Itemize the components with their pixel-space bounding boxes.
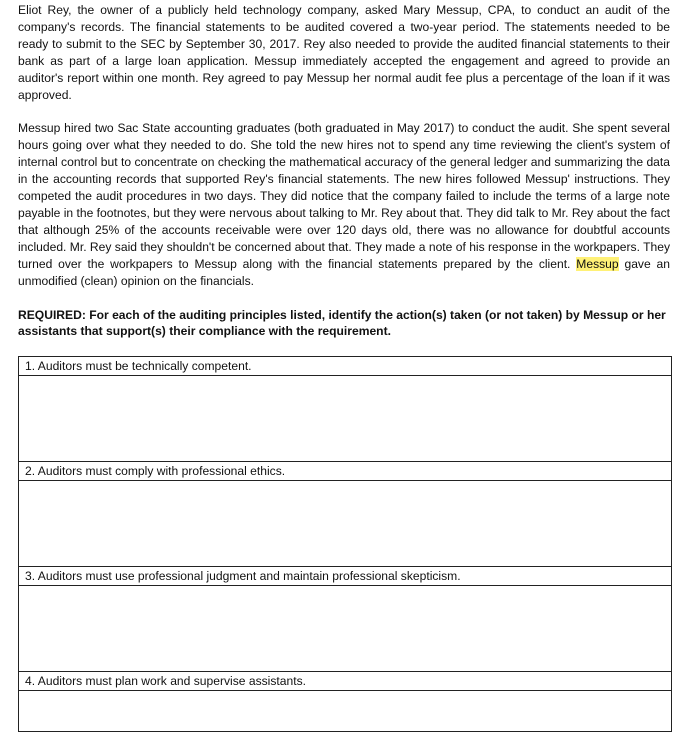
required-instructions: REQUIRED: For each of the auditing principles listed, identify the action(s) taken (or not taken) by Messup or her assistants that support(s) their compliance with the requirement. [18, 307, 666, 339]
principle-2-answer-cell[interactable] [19, 481, 671, 567]
principle-4-label: 4. Auditors must plan work and supervise assistants. [19, 672, 671, 691]
principle-3-answer-cell[interactable] [19, 586, 671, 672]
principle-2-label: 2. Auditors must comply with professional ethics. [19, 462, 671, 481]
case-paragraph-1: Eliot Rey, the owner of a publicly held technology company, asked Mary Messup, CPA, to conduct an audit of the company's records. The financial statements to be audited covered a two-year period. The statements needed to be ready to submit to the SEC by September 30, 2017. Rey also needed to provide the audited financial statements to their bank as part of a large loan application. Messup immediately accepted the engagement and agreed to provide an auditor's report within one month. Rey agreed to pay Messup her normal audit fee plus a percentage of the loan if it was approved. [18, 3, 670, 102]
case-text [18, 2, 670, 340]
highlighted-word: Messup [576, 256, 619, 271]
principle-1-label: 1. Auditors must be technically competent. [19, 357, 671, 376]
principle-1-answer-cell[interactable] [19, 376, 671, 462]
principles-table [18, 356, 672, 732]
principle-3-label: 3. Auditors must use professional judgment and maintain professional skepticism. [19, 567, 671, 586]
paragraph-2-end: gave an unmodified (clean) opinion on the financials. [18, 256, 670, 288]
paragraph-2-text: Messup hired two Sac State accounting graduates (both graduated in May 2017) to conduct the audit. She spent several hours going over what they needed to do. She told the new hires not to spend any time reviewing the client's system of internal control but to concentrate on checking the mathematical accuracy of the general ledger and summarizing the data in the accounting records that supported Rey's financial statements. The new hires followed Messup' instructions. They competed the audit procedures in two days. They did notice that the company failed to include the terms of a large note payable in the footnotes, but they were nervous about talking to Mr. Rey about that. They did talk to Mr. Rey about the fact that although 25% of the accounts receivable were over 120 days old, there was no allowance for doubtful accounts included. Mr. Rey said they shouldn't be concerned about that. They made a note of his response in the workpapers. They turned over the workpapers to Messup along with the financial statements prepared by the client. [18, 121, 670, 271]
case-paragraph-2 [18, 120, 670, 289]
principle-4-answer-cell[interactable] [19, 691, 671, 732]
